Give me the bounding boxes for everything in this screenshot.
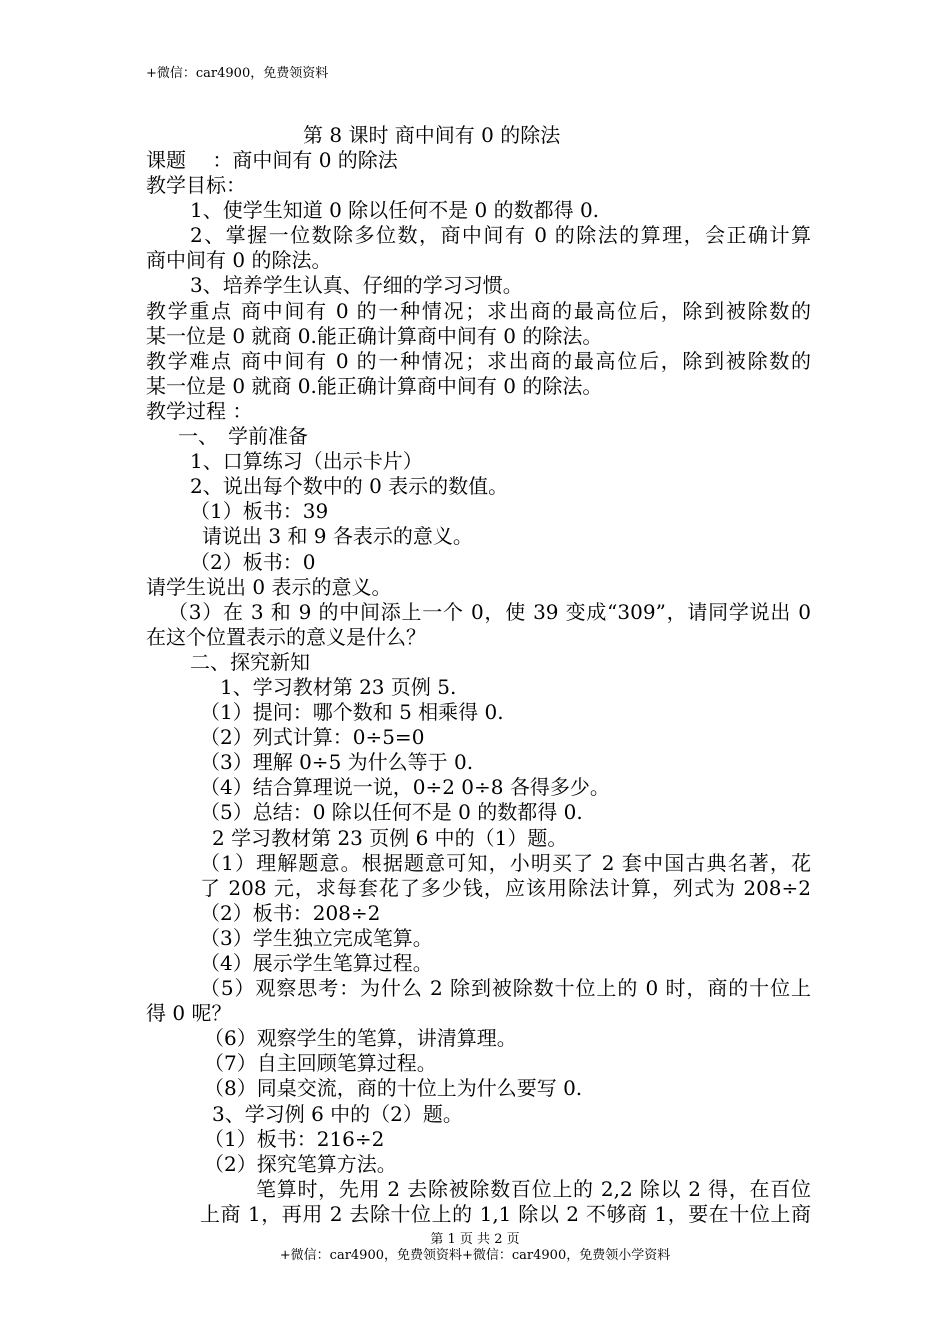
body-line: 2、掌握一位数除多位数，商中间有 0 的除法的算理，会正确计算 [190,223,811,248]
body-line: 了 208 元，求每套花了多少钱，应该用除法计算，列式为 208÷2 [200,875,811,900]
footer-note: +微信：car4900，免费领资料+微信：car4900，免费领小学资料 [279,1248,671,1263]
body-line: （1）板书：39 [190,499,329,524]
body-line: 2、说出每个数中的 0 表示的数值。 [190,474,509,499]
body-line: 某一位是 0 就商 0.能正确计算商中间有 0 的除法。 [146,323,603,348]
body-line: （3）学生独立完成笔算。 [200,925,433,950]
body-line: 某一位是 0 就商 0.能正确计算商中间有 0 的除法。 [146,373,603,398]
body-line: 3、培养学生认真、仔细的学习习惯。 [190,273,523,298]
body-line: 3、学习例 6 中的（2）题。 [212,1101,463,1126]
body-line: （2）板书：208÷2 [200,900,381,925]
body-line: 请学生说出 0 表示的意义。 [146,574,392,599]
body-line: （5）总结：0 除以任何不是 0 的数都得 0. [200,800,583,825]
body-line: 商中间有 0 的除法。 [146,248,332,273]
body-line: （2）探究笔算方法。 [204,1151,397,1176]
body-line: 上商 1，再用 2 去除十位上的 1,1 除以 2 不够商 1，要在十位上商 [200,1201,811,1226]
body-line: （1）板书：216÷2 [204,1126,385,1151]
body-line: 课题 ：商中间有 0 的除法 [146,148,398,172]
body-line: （5）观察思考：为什么 2 除到被除数十位上的 0 时，商的十位上 [200,976,811,1001]
body-line: （3）在 3 和 9 的中间添上一个 0，使 39 变成“309”，请同学说出 0 [168,599,811,624]
body-line: 教学目标： [146,173,246,198]
body-line: （4）展示学生笔算过程。 [200,951,433,975]
body-line: 一、 学前准备 [178,424,308,449]
document-body [146,148,811,1227]
body-line: 教学难点 商中间有 0 的一种情况；求出商的最高位后，除到被除数的 [146,348,811,373]
body-line: （1）提问：哪个数和 5 相乘得 0. [200,700,504,725]
body-line: 1、学习教材第 23 页例 5. [220,674,457,699]
header-note: +微信：car4900，免费领资料 [146,66,329,81]
body-line: 教学过程 ： [146,398,253,423]
body-line: 1、口算练习（出示卡片） [190,449,423,474]
body-line: 在这个位置表示的意义是什么？ [146,624,426,649]
body-line: （4）结合算理说一说，0÷2 0÷8 各得多少。 [200,775,610,800]
body-line: （6）观察学生的笔算，讲清算理。 [204,1026,517,1051]
body-line: （8）同桌交流，商的十位上为什么要写 0. [204,1076,583,1101]
body-line: （2）列式计算：0÷5=0 [200,725,425,750]
body-line: （3）理解 0÷5 为什么等于 0. [200,750,474,775]
body-line: 笔算时，先用 2 去除被除数百位上的 2,2 除以 2 得，在百位 [256,1176,811,1201]
body-line: （1）理解题意。根据题意可知，小明买了 2 套中国古典名著，花 [200,850,811,875]
page-title: 第 8 课时 商中间有 0 的除法 [303,123,561,147]
body-line: 请说出 3 和 9 各表示的意义。 [202,524,473,549]
body-line: 2 学习教材第 23 页例 6 中的（1）题。 [212,825,568,850]
body-line: （7）自主回顾笔算过程。 [204,1051,437,1076]
footer-page-number: 第 1 页 共 2 页 [430,1232,520,1247]
body-line: 1、使学生知道 0 除以任何不是 0 的数都得 0. [190,198,600,223]
body-line: 教学重点 商中间有 0 的一种情况；求出商的最高位后，除到被除数的 [146,298,811,323]
body-line: 得 0 呢？ [146,1001,232,1026]
body-line: （2）板书：0 [190,549,316,574]
body-line: 二、探究新知 [190,649,310,674]
